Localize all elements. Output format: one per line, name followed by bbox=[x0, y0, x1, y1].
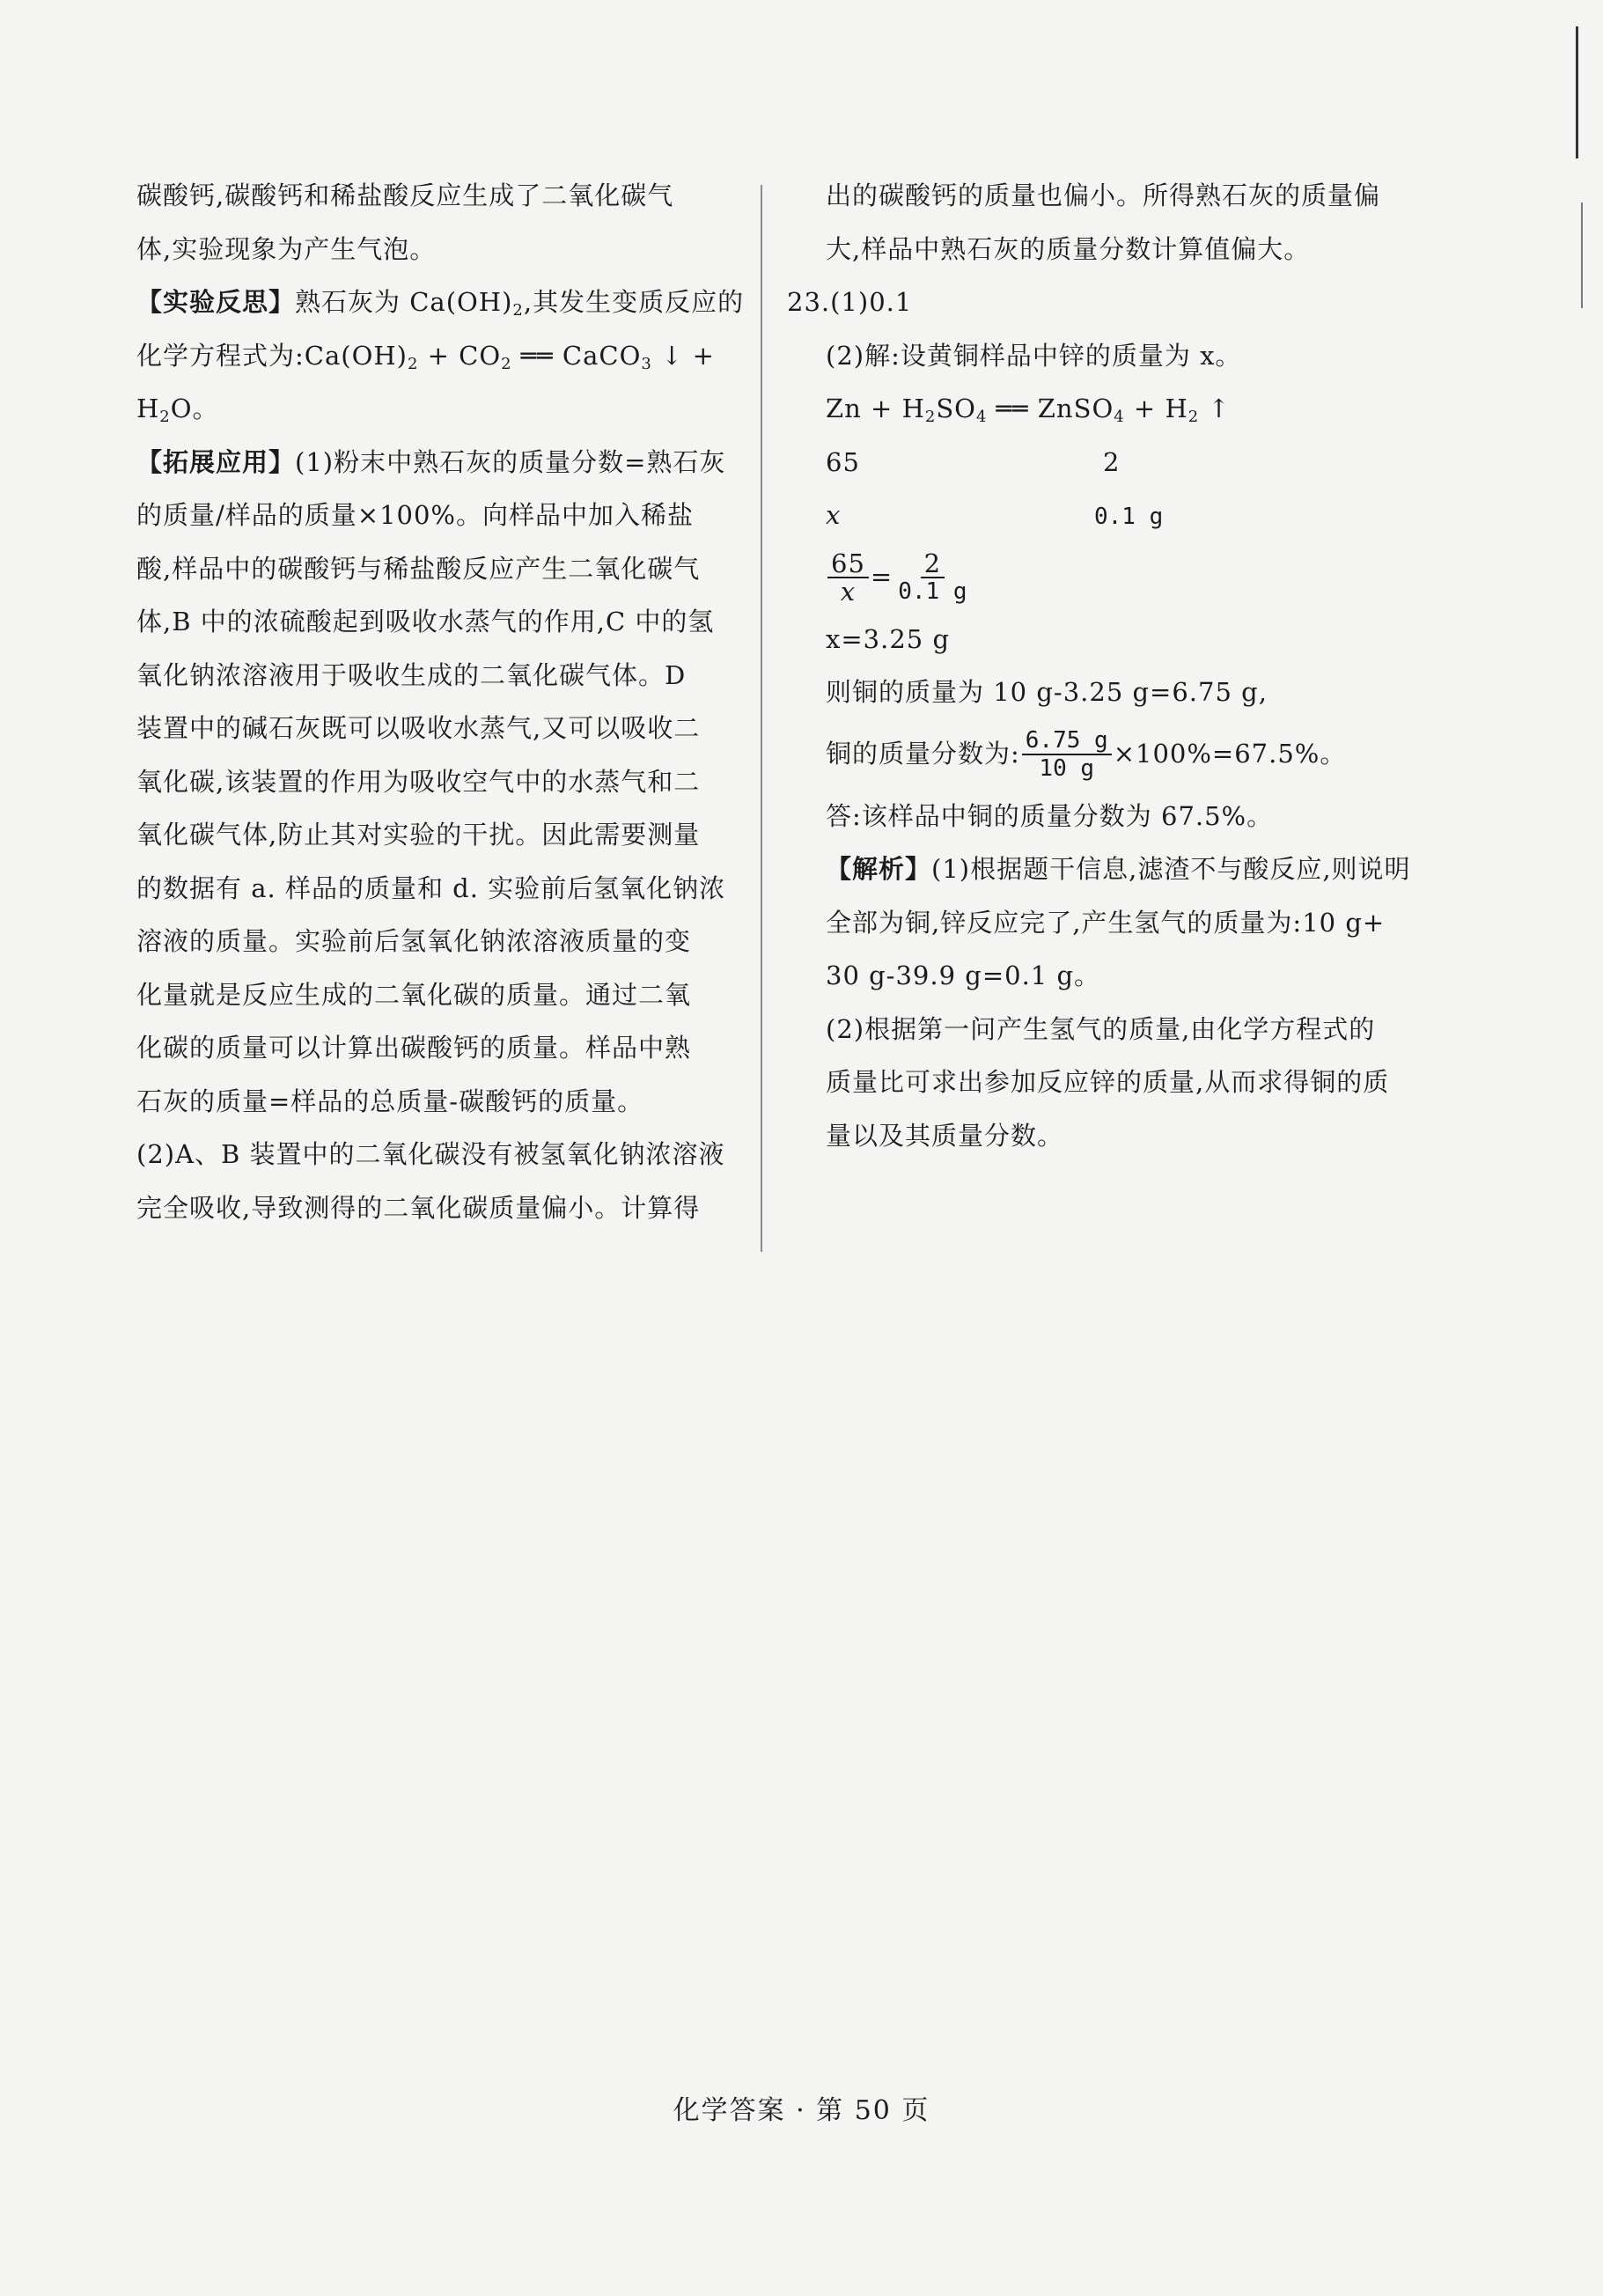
answer-line: 答:该样品中铜的质量分数为 67.5%。 bbox=[826, 800, 1274, 831]
text-line: 完全吸收,导致测得的二氧化碳质量偏小。计算得 bbox=[136, 1192, 701, 1223]
text-line: (2)A、B 装置中的二氧化碳没有被氢氧化钠浓溶液 bbox=[136, 1139, 725, 1169]
fraction: $\frac{6.75 g}{10 g}$ bbox=[1022, 727, 1112, 782]
text-line: 全部为铜,锌反应完了,产生氢气的质量为:10 g+ bbox=[826, 907, 1386, 938]
scan-edge-mark bbox=[1576, 26, 1578, 158]
question-23-part-2: (2)解:设黄铜样品中锌的质量为 x。 bbox=[826, 340, 1242, 371]
copper-fraction-line: 铜的质量分数为: $\frac{6.75 g}{10 g}$ ×100%=67.5%。 bbox=[826, 726, 1347, 782]
text-line: 碳酸钙,碳酸钙和稀盐酸反应生成了二氧化碳气 bbox=[136, 180, 674, 210]
text-line: 体,实验现象为产生气泡。 bbox=[136, 233, 437, 264]
variable-row: x 0.1 g bbox=[826, 500, 1164, 530]
fraction: $\frac{2}{0.1 g}$ bbox=[898, 548, 967, 605]
reflection-equation: 化学方程式为$:Ca(OH)_2 + CO_2$ ══ CaCO$_3$ ↓ + bbox=[136, 340, 715, 373]
text-line: 大,样品中熟石灰的质量分数计算值偏大。 bbox=[826, 233, 1311, 264]
text-line: 量以及其质量分数。 bbox=[826, 1120, 1064, 1151]
column-divider bbox=[761, 185, 762, 1252]
section-tag-analysis: 【解析】 bbox=[826, 854, 932, 884]
text-line: 酸,样品中的碳酸钙与稀盐酸反应产生二氧化碳气 bbox=[136, 553, 701, 584]
text-line: 氧化碳,该装置的作用为吸收空气中的水蒸气和二 bbox=[136, 766, 701, 797]
section-tag-reflection: 【实验反思】 bbox=[136, 287, 296, 317]
text-line: 化碳的质量可以计算出碳酸钙的质量。样品中熟 bbox=[136, 1033, 692, 1063]
extension-line-1: 【拓展应用】(1)粉末中熟石灰的质量分数=熟石灰 bbox=[136, 446, 726, 477]
mass-ratio-row: 65 2 bbox=[826, 446, 1121, 477]
text-line: 溶液的质量。实验前后氢氧化钠浓溶液质量的变 bbox=[136, 926, 692, 956]
text-line: 的质量/样品的质量×100%。向样品中加入稀盐 bbox=[136, 500, 694, 530]
text-line: 体,B 中的浓硫酸起到吸收水蒸气的作用,C 中的氢 bbox=[136, 607, 715, 637]
section-tag-extension: 【拓展应用】 bbox=[136, 446, 296, 477]
question-23-part-1: 23.(1)0.1 bbox=[787, 287, 913, 317]
proportion-equation: $\frac{65}{x}$ = $\frac{2}{0.1 g}$ bbox=[826, 542, 1442, 613]
fraction: $\frac{65}{x}$ bbox=[827, 550, 869, 605]
reflection-equation-end: $H_2O$。 bbox=[136, 394, 219, 426]
reflection-line-1: 【实验反思】熟石灰为 $Ca(OH)_2$,其发生变质反应的 bbox=[136, 287, 745, 320]
text-line: 氧化钠浓溶液用于吸收生成的二氧化碳气体。D bbox=[136, 659, 687, 690]
analysis-line-1: 【解析】(1)根据题干信息,滤渣不与酸反应,则说明 bbox=[826, 854, 1411, 884]
text-line: 化量就是反应生成的二氧化碳的质量。通过二氧 bbox=[136, 979, 692, 1010]
page-footer: 化学答案 · 第 50 页 bbox=[673, 2095, 930, 2126]
text-line: 氧化碳气体,防止其对实验的干扰。因此需要测量 bbox=[136, 820, 701, 850]
text-line: 出的碳酸钙的质量也偏小。所得熟石灰的质量偏 bbox=[826, 180, 1381, 210]
copper-mass-line: 则铜的质量为 10 g-3.25 g=6.75 g, bbox=[826, 677, 1268, 707]
text-line: 30 g-39.9 g=0.1 g。 bbox=[826, 960, 1101, 990]
scan-edge-mark bbox=[1581, 202, 1583, 308]
right-column bbox=[787, 169, 1442, 1162]
text-line: 石灰的质量=样品的总质量-碳酸钙的质量。 bbox=[136, 1085, 644, 1116]
left-column bbox=[136, 169, 745, 1234]
text-line: 装置中的碱石灰既可以吸收水蒸气,又可以吸收二 bbox=[136, 713, 701, 743]
reaction-equation: $Zn + H_2SO_4$ ══ ZnSO$_4$ + $H_2$ ↑ bbox=[826, 394, 1231, 426]
text-line: 的数据有 a. 样品的质量和 d. 实验前后氢氧化钠浓 bbox=[136, 872, 726, 903]
x-result: x=3.25 g bbox=[826, 623, 951, 654]
text-line: 质量比可求出参加反应锌的质量,从而求得铜的质 bbox=[826, 1067, 1390, 1097]
text-line: (2)根据第一问产生氢气的质量,由化学方程式的 bbox=[826, 1013, 1376, 1044]
